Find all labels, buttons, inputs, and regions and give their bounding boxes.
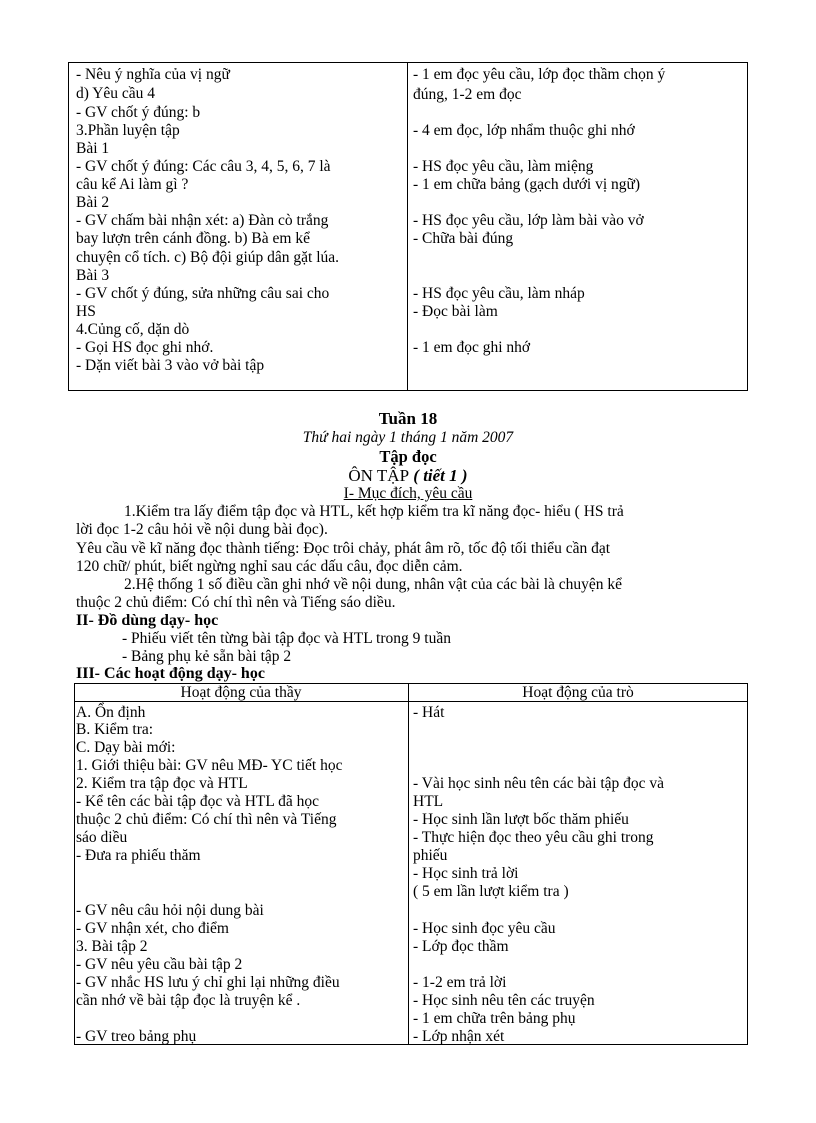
materials-title: II- Đồ dùng dạy- học — [76, 612, 219, 629]
teacher-activity-line: thuộc 2 chủ điểm: Có chí thì nên và Tiếng — [76, 811, 337, 828]
table1-left-line: câu kể Ai làm gì ? — [76, 176, 189, 193]
teacher-activity-line: - GV treo bảng phụ — [76, 1028, 197, 1045]
table1-right-line: - Chữa bài đúng — [413, 230, 514, 247]
table1-left-line: d) Yêu cầu 4 — [76, 85, 156, 102]
teacher-activity-line: cần nhớ về bài tập đọc là truyện kể . — [76, 992, 301, 1009]
materials-item: - Bảng phụ kẻ sẵn bài tập 2 — [122, 648, 292, 665]
table1-left-line: - GV chấm bài nhận xét: a) Đàn cò trắng — [76, 212, 329, 229]
table1-right-line: - HS đọc yêu cầu, làm nháp — [413, 285, 585, 302]
student-column-header: Hoạt động của trò — [522, 684, 634, 701]
table1-left-line: - GV chốt ý đúng: b — [76, 104, 201, 121]
table1-left-line: - GV chốt ý đúng: Các câu 3, 4, 5, 6, 7 là — [76, 158, 331, 175]
table1-right-line: - 1 em đọc yêu cầu, lớp đọc thầm chọn ý — [413, 66, 666, 83]
table1-left-line: - Gọi HS đọc ghi nhớ. — [76, 339, 214, 356]
student-activity-line: - Học sinh trả lời — [413, 865, 519, 882]
table1-right-line: - 4 em đọc, lớp nhẩm thuộc ghi nhớ — [413, 122, 635, 139]
table1-right-line: - 1 em đọc ghi nhớ — [413, 339, 531, 356]
activities-divider — [408, 683, 409, 1045]
teacher-activity-line: - GV nhắc HS lưu ý chỉ ghi lại những điều — [76, 974, 340, 991]
teacher-activity-line: 3. Bài tập 2 — [76, 938, 148, 955]
lesson-title-sub: ( tiết 1 ) — [409, 466, 468, 485]
teacher-activity-line: - GV nêu câu hỏi nội dung bài — [76, 902, 264, 919]
lesson-title-main: ÔN TẬP — [348, 466, 410, 485]
student-activity-line: - Học sinh lần lượt bốc thăm phiếu — [413, 811, 629, 828]
table1-right-line: - HS đọc yêu cầu, làm miệng — [413, 158, 594, 175]
teacher-activity-line: C. Dạy bài mới: — [76, 739, 176, 756]
student-activity-line: phiếu — [413, 847, 448, 864]
objective-line: 2.Hệ thống 1 số điều cần ghi nhớ về nội dung, nhân vật của các bài là chuyện kể — [124, 576, 623, 593]
table1-left-line: - Dặn viết bài 3 vào vở bài tập — [76, 357, 265, 374]
teacher-activity-line: - GV nhận xét, cho điểm — [76, 920, 229, 937]
table1-left-line: bay lượn trên cánh đồng. b) Bà em kể — [76, 230, 310, 247]
week-heading: Tuần 18 — [378, 409, 438, 428]
table1-left-line: 4.Củng cố, dặn dò — [76, 321, 190, 338]
table1-left-line: Bài 2 — [76, 194, 110, 211]
teacher-activity-line: 1. Giới thiệu bài: GV nêu MĐ- YC tiết học — [76, 757, 343, 774]
teacher-activity-line: - Đưa ra phiếu thăm — [76, 847, 201, 864]
objective-line: 120 chữ/ phút, biết ngừng nghỉ sau các dấu câu, đọc diễn cảm. — [76, 558, 463, 575]
table1-left-line: 3.Phần luyện tập — [76, 122, 180, 139]
student-activity-line: - Học sinh đọc yêu cầu — [413, 920, 556, 937]
subject-title: Tập đọc — [379, 447, 437, 466]
teacher-activity-line: - GV nêu yêu cầu bài tập 2 — [76, 956, 243, 973]
student-activity-line: - Lớp đọc thầm — [413, 938, 509, 955]
student-activity-line: ( 5 em lần lượt kiểm tra ) — [413, 883, 569, 900]
table1-left-line: chuyện cổ tích. c) Bộ đội giúp dân gặt lúa. — [76, 249, 340, 266]
objective-line: thuộc 2 chủ điểm: Có chí thì nên và Tiếng sáo diều. — [76, 594, 396, 611]
table1-left-line: Bài 3 — [76, 267, 110, 284]
table1-left-line: - Nêu ý nghĩa của vị ngữ — [76, 66, 230, 83]
table1-right-line: - Đọc bài làm — [413, 303, 498, 320]
objective-line: Yêu cầu về kĩ năng đọc thành tiếng: Đọc trôi chảy, phát âm rõ, tốc độ tối thiểu cần đạt — [76, 540, 611, 557]
student-activity-line: - 1-2 em trả lời — [413, 974, 507, 991]
date-line: Thứ hai ngày 1 tháng 1 năm 2007 — [302, 429, 514, 446]
table1-left-line: - GV chốt ý đúng, sửa những câu sai cho — [76, 285, 330, 302]
student-activity-line: - Vài học sinh nêu tên các bài tập đọc và — [413, 775, 665, 792]
table1-right-line: đúng, 1-2 em đọc — [413, 86, 522, 103]
teacher-activity-line: B. Kiểm tra: — [76, 721, 154, 738]
table1-right-line: - 1 em chữa bảng (gạch dưới vị ngữ) — [413, 176, 641, 193]
objective-line: 1.Kiểm tra lấy điểm tập đọc và HTL, kết hợp kiểm tra kĩ năng đọc- hiểu ( HS trả — [124, 503, 624, 520]
materials-item: - Phiếu viết tên từng bài tập đọc và HTL trong 9 tuần — [122, 630, 451, 647]
table1-left-line: Bài 1 — [76, 140, 110, 157]
student-activity-line: - Lớp nhận xét — [413, 1028, 505, 1045]
table1-left-line: HS — [76, 303, 96, 320]
table-divider — [407, 62, 408, 391]
objective-line: lời đọc 1-2 câu hỏi về nội dung bài đọc). — [76, 521, 328, 538]
teacher-activity-line: sáo diều — [76, 829, 128, 846]
lesson-title — [258, 467, 558, 485]
student-activity-line: HTL — [413, 793, 444, 810]
objectives-title: I- Mục đích, yêu cầu — [343, 485, 473, 502]
teacher-activity-line: A. Ổn định — [76, 704, 146, 721]
student-activity-line: - Hát — [413, 704, 445, 721]
activities-title: III- Các hoạt động dạy- học — [76, 665, 265, 682]
teacher-column-header: Hoạt động của thầy — [180, 684, 302, 701]
student-activity-line: - Học sinh nêu tên các truyện — [413, 992, 595, 1009]
teacher-activity-line: - Kể tên các bài tập đọc và HTL đã học — [76, 793, 320, 810]
student-activity-line: - Thực hiện đọc theo yêu cầu ghi trong — [413, 829, 654, 846]
teacher-activity-line: 2. Kiểm tra tập đọc và HTL — [76, 775, 248, 792]
table1-right-line: - HS đọc yêu cầu, lớp làm bài vào vở — [413, 212, 644, 229]
student-activity-line: - 1 em chữa trên bảng phụ — [413, 1010, 576, 1027]
